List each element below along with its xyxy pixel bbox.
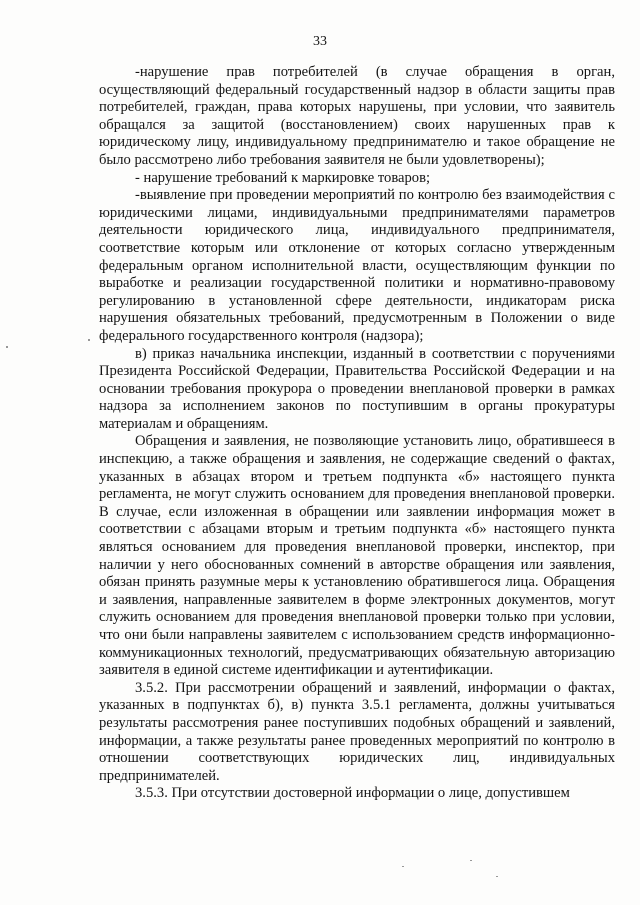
body-text xyxy=(99,64,615,803)
scan-speck xyxy=(470,860,472,861)
paragraph-3-5-3: 3.5.3. При отсутствии достоверной информации о лице, допустившем xyxy=(135,785,570,802)
scan-speck xyxy=(88,339,90,341)
scan-speck xyxy=(6,346,8,348)
scan-speck xyxy=(496,876,498,877)
paragraph-labeling-violation: - нарушение требований к маркировке товаров; xyxy=(135,169,431,186)
paragraph-order-v: в) приказ начальника инспекции, изданный в соответствии с поручениями Президента Российской Федерации, Правительства Российской Федерации и на основании требования прокурора о проведении внеплановой проверки в рамках надзора за исполнением законов по поступившим в органы прокуратуры материалам и обращениям. xyxy=(99,345,615,432)
paragraph-appeals-and-statements: Обращения и заявления, не позволяющие установить лицо, обратившееся в инспекцию, а также обращения и заявления, не содержащие сведений о фактах, указанных в абзацах втором и третьем подпункта «б» настоящего пункта регламента, не могут служить основанием для проведения внеплановой проверки. В случае, если изложенная в обращении или заявлении информация может в соответствии с абзацами вторым и третьим подпункта «б» настоящего пункта являться основанием для проведения внеплановой проверки, инспектор, при наличии у него обоснованных сомнений в авторстве обращения или заявления, обязан принять разумные меры к установлению обратившегося лица. Обращения и заявления, направленные заявителем в форме электронных документов, могут служить основанием для проведения внеплановой проверки только при условии, что они были направлены заявителем с использованием средств информационно-коммуникационных технологий, предусматривающих обязательную авторизацию заявителя в единой системе идентификации и аутентификации. xyxy=(99,433,615,679)
page-number: 33 xyxy=(313,34,327,49)
scan-speck xyxy=(402,866,404,867)
paragraph-3-5-2: 3.5.2. При рассмотрении обращений и заявлений, информации о фактах, указанных в подпунктах б), в) пункта 3.5.1 регламента, должны учитываться результаты рассмотрения ранее поступивших подобных обращений и заявлений, информации, а также результаты ранее проведенных мероприятий по контролю в отношении соответствующих юридических лиц, индивидуальных предпринимателей. xyxy=(99,679,615,784)
paragraph-consumer-rights-violation: -нарушение прав потребителей (в случае обращения в орган, осуществляющий федеральный государственный надзор в области защиты прав потребителей, граждан, права которых нарушены, при условии, что заявитель обращался за защитой (восстановлением) своих нарушенных прав к юридическому лицу, индивидуальному предпринимателю и такое обращение не было рассмотрено либо требования заявителя не были удовлетворены); xyxy=(99,64,615,168)
paragraph-risk-indicators: -выявление при проведении мероприятий по контролю без взаимодействия с юридическими лицами, индивидуальными предпринимателями параметров деятельности юридического лица, индивидуального предпринимателя, соответствие которым или отклонение от которых согласно утвержденным федеральным органом исполнительной власти, осуществляющим функции по выработке и реализации государственной политики и нормативно-правовому регулированию в установленной сфере деятельности, индикаторам риска нарушения обязательных требований, предусмотренным в Положении о виде федерального государственного контроля (надзора); xyxy=(99,187,615,344)
